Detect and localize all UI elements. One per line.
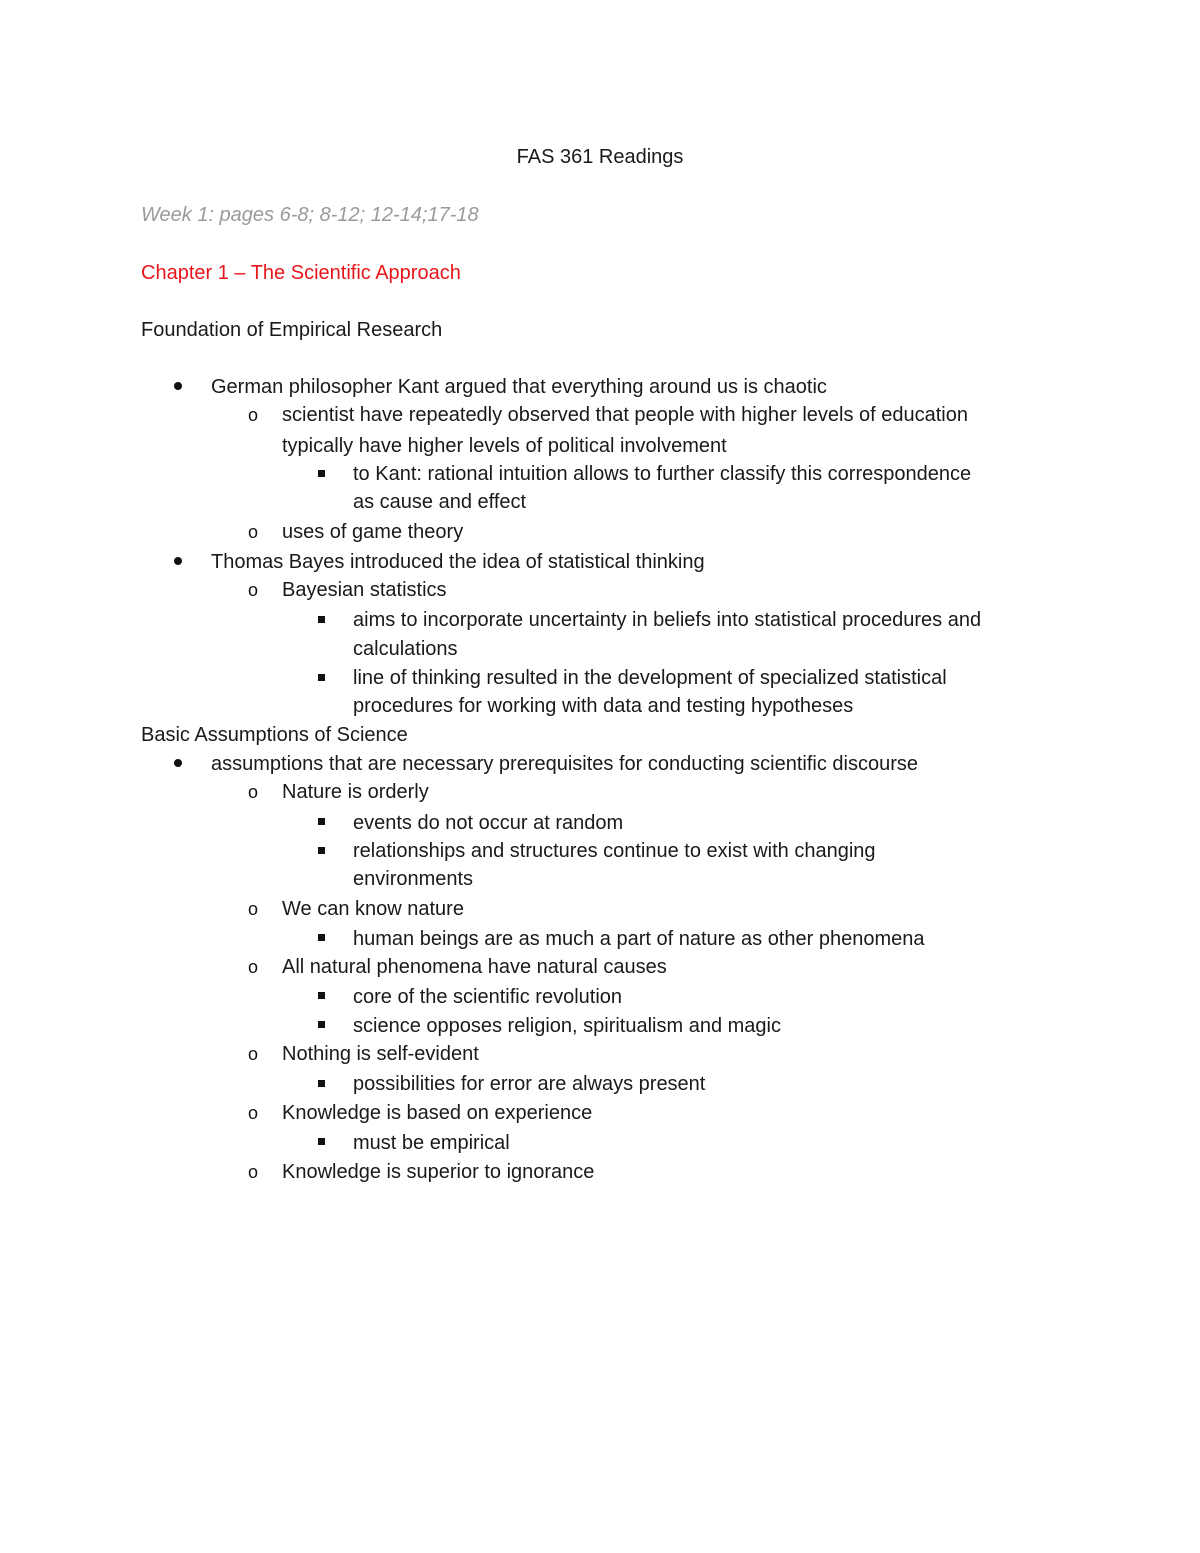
bullet-square-icon xyxy=(318,470,325,477)
list-item: All natural phenomena have natural causes xyxy=(282,956,667,978)
list-item: German philosopher Kant argued that everything around us is chaotic xyxy=(211,376,827,398)
list-item: relationships and structures continue to exist with changing xyxy=(353,840,876,862)
list-item: line of thinking resulted in the development of specialized statistical xyxy=(353,667,947,689)
list-item-continuation: environments xyxy=(353,868,474,890)
bullet-square-icon xyxy=(318,1021,325,1028)
list-item-continuation: calculations xyxy=(353,638,458,660)
bullet-dot-icon xyxy=(174,759,182,767)
list-item: possibilities for error are always present xyxy=(353,1073,706,1095)
list-item: core of the scientific revolution xyxy=(353,986,623,1008)
list-item: events do not occur at random xyxy=(353,812,624,834)
list-item-continuation: procedures for working with data and testing hypotheses xyxy=(353,695,854,717)
bullet-circle-icon: o xyxy=(248,899,259,919)
list-item: Thomas Bayes introduced the idea of statistical thinking xyxy=(211,551,705,573)
list-item: to Kant: rational intuition allows to further classify this correspondence xyxy=(353,463,972,485)
bullet-square-icon xyxy=(318,847,325,854)
bullet-circle-icon: o xyxy=(248,957,259,977)
bullet-square-icon xyxy=(318,1138,325,1145)
bullet-square-icon xyxy=(318,616,325,623)
bullet-circle-icon: o xyxy=(248,405,259,425)
list-item: science opposes religion, spiritualism and magic xyxy=(353,1015,781,1037)
section-heading-assumptions: Basic Assumptions of Science xyxy=(141,724,408,746)
list-item: Bayesian statistics xyxy=(282,579,447,601)
bullet-circle-icon: o xyxy=(248,1103,259,1123)
document-title: FAS 361 Readings xyxy=(516,146,684,168)
bullet-circle-icon: o xyxy=(248,782,259,802)
list-item: must be empirical xyxy=(353,1132,510,1154)
week-pages-line: Week 1: pages 6-8; 8-12; 12-14;17-18 xyxy=(141,204,479,226)
bullet-circle-icon: o xyxy=(248,522,259,542)
list-item: Knowledge is based on experience xyxy=(282,1102,593,1124)
list-item: We can know nature xyxy=(282,898,464,920)
bullet-circle-icon: o xyxy=(248,580,259,600)
list-item-continuation: typically have higher levels of political involvement xyxy=(282,435,727,457)
bullet-circle-icon: o xyxy=(248,1162,259,1182)
list-item: Nothing is self-evident xyxy=(282,1043,479,1065)
list-item: human beings are as much a part of nature as other phenomena xyxy=(353,928,925,950)
chapter-heading: Chapter 1 – The Scientific Approach xyxy=(141,262,461,284)
list-item: Knowledge is superior to ignorance xyxy=(282,1161,595,1183)
bullet-circle-icon: o xyxy=(248,1044,259,1064)
list-item-continuation: as cause and effect xyxy=(353,491,527,513)
list-item: scientist have repeatedly observed that people with higher levels of education xyxy=(282,404,968,426)
bullet-square-icon xyxy=(318,674,325,681)
bullet-square-icon xyxy=(318,992,325,999)
bullet-dot-icon xyxy=(174,557,182,565)
bullet-square-icon xyxy=(318,934,325,941)
list-item: aims to incorporate uncertainty in beliefs into statistical procedures and xyxy=(353,609,982,631)
bullet-square-icon xyxy=(318,1080,325,1087)
bullet-dot-icon xyxy=(174,382,182,390)
section-heading-foundation: Foundation of Empirical Research xyxy=(141,319,443,341)
list-item: Nature is orderly xyxy=(282,781,429,803)
bullet-square-icon xyxy=(318,818,325,825)
list-item: assumptions that are necessary prerequisites for conducting scientific discourse xyxy=(211,753,919,775)
list-item: uses of game theory xyxy=(282,521,464,543)
